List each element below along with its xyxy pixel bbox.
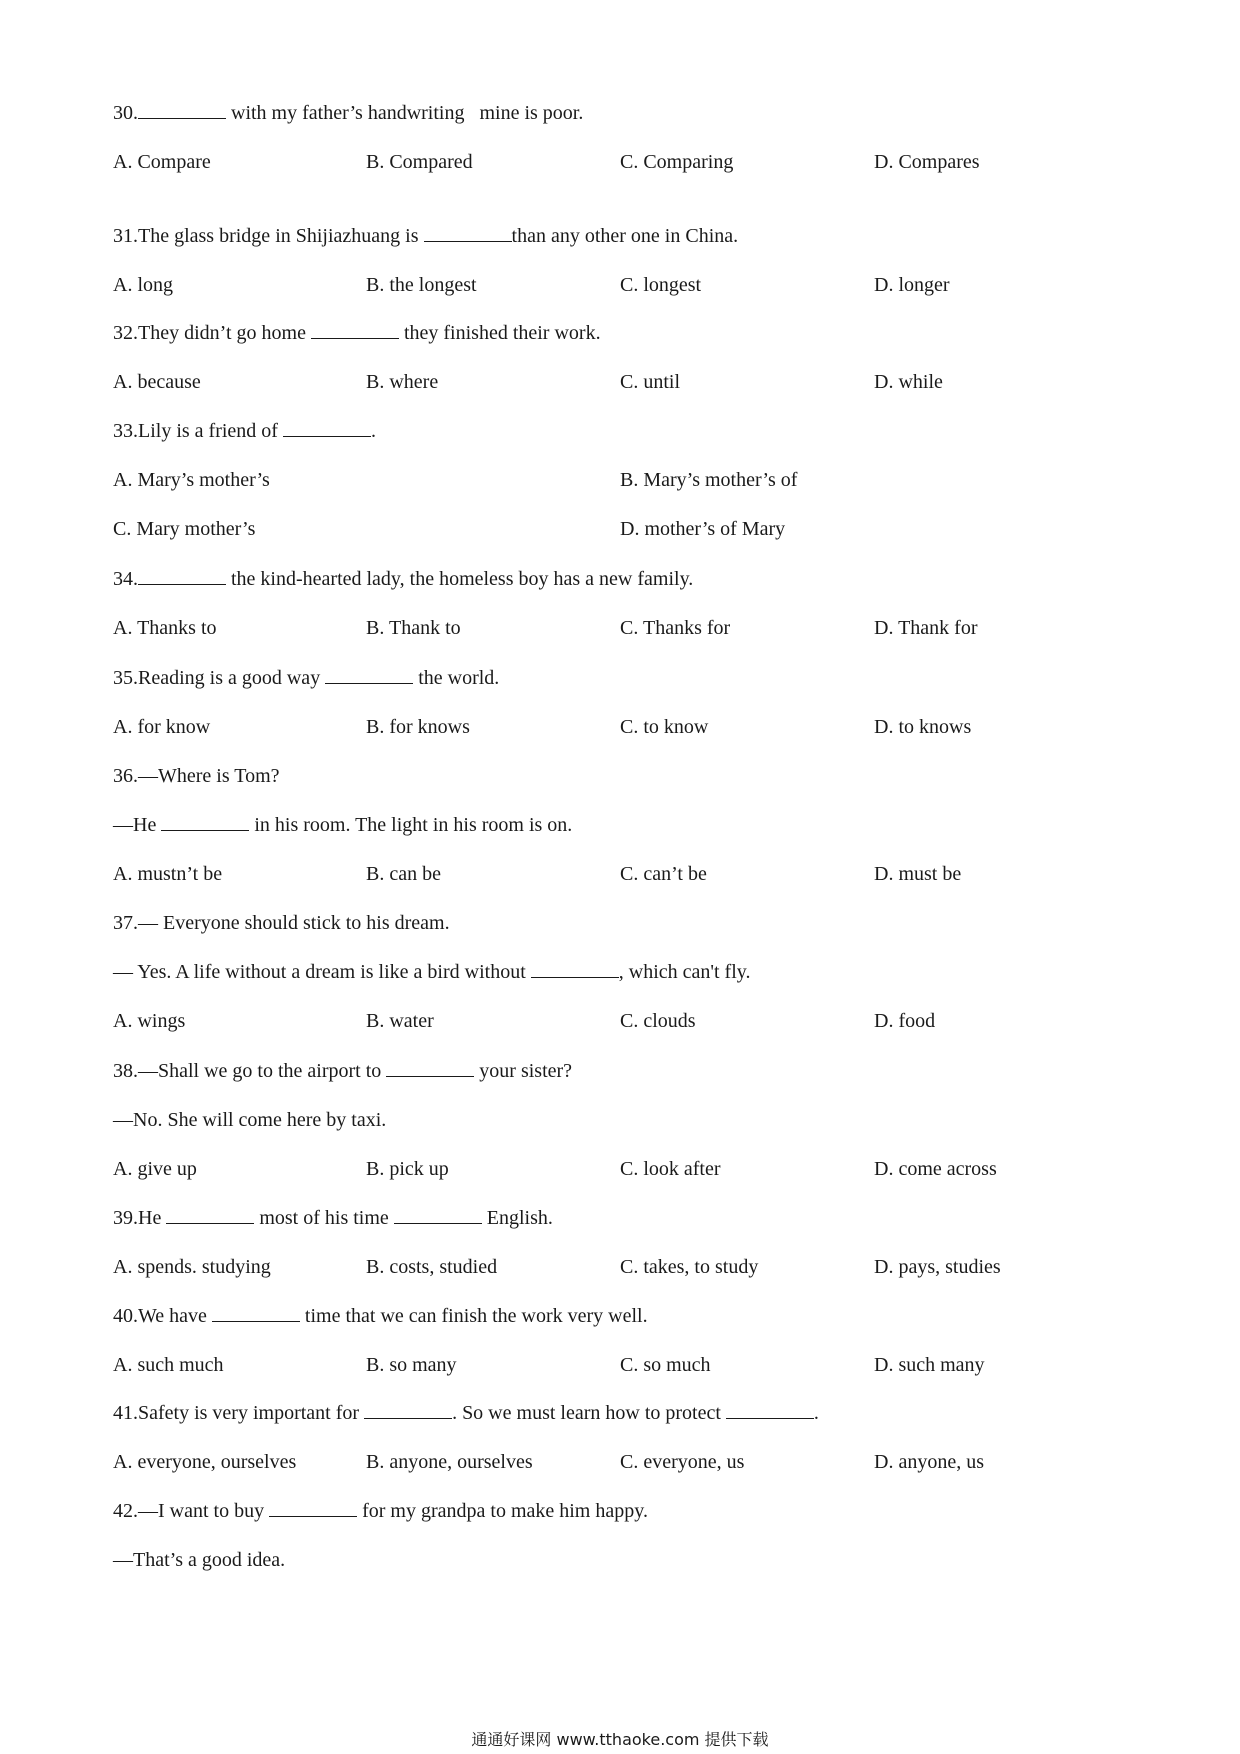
answer-option: B. Thank to [366,617,461,639]
stem-text: English. [481,1207,553,1229]
stem-text: your sister? [474,1060,573,1082]
answer-option: C. to know [620,716,709,738]
stem-text: Safety is very important for [138,1402,365,1424]
answer-option: D. anyone, us [874,1451,984,1473]
stem-text: —No. She will come here by taxi. [113,1109,387,1131]
answer-option: D. Thank for [874,617,978,639]
answer-blank [161,812,249,831]
answer-option: C. Mary mother’s [113,518,256,540]
answer-option: C. until [620,371,681,393]
answer-option: A. long [113,274,173,296]
question-number: 34. [113,568,138,590]
answer-blank [394,1205,482,1224]
question-stem [113,566,693,592]
question-number: 36. [113,765,138,787]
stem-text: —He [113,814,162,836]
stem-text: . [813,1402,819,1424]
answer-blank [138,100,226,119]
question-stem [113,959,750,985]
answer-option: D. Compares [874,151,980,173]
answer-option: C. everyone, us [620,1451,745,1473]
answer-option: B. the longest [366,274,477,296]
question-number: 37. [113,912,138,934]
question-number: 39. [113,1207,138,1229]
question-stem [113,418,376,444]
page-footer: 通通好课网 www.tthaoke.com 提供下载 [471,1730,769,1749]
answer-option: B. pick up [366,1158,449,1180]
question-stem [113,223,738,249]
question-number: 32. [113,322,138,344]
question-number: 41. [113,1402,138,1424]
answer-option: C. can’t be [620,863,707,885]
answer-option: C. takes, to study [620,1256,759,1278]
answer-option: D. mother’s of Mary [620,518,786,540]
answer-option: A. such much [113,1354,224,1376]
answer-blank [325,665,413,684]
stem-text: the kind-hearted lady, the homeless boy has a new family. [226,568,694,590]
answer-option: D. food [874,1010,936,1032]
answer-blank [726,1400,814,1419]
answer-option: C. Comparing [620,151,734,173]
answer-blank [166,1205,254,1224]
answer-option: B. costs, studied [366,1256,498,1278]
answer-option: D. longer [874,274,950,296]
stem-text: — Everyone should stick to his dream. [138,912,450,934]
stem-text: — Yes. A life without a dream is like a bird without [113,961,531,983]
question-number: 33. [113,420,138,442]
answer-option: A. Mary’s mother’s [113,469,270,491]
question-number: 35. [113,667,138,689]
question-stem [113,1107,386,1133]
answer-option: C. so much [620,1354,711,1376]
question-number: 38. [113,1060,138,1082]
answer-blank [364,1400,452,1419]
answer-blank [269,1498,357,1517]
question-number: 42. [113,1500,138,1522]
stem-text: The glass bridge in Shijiazhuang is [138,225,424,247]
stem-text: . So we must learn how to protect [452,1402,726,1424]
question-stem [113,1058,572,1084]
stem-text: He [138,1207,167,1229]
answer-option: D. must be [874,863,962,885]
answer-blank [283,418,371,437]
question-stem [113,100,583,126]
answer-option: A. give up [113,1158,197,1180]
question-stem [113,910,450,936]
answer-option: A. Thanks to [113,617,217,639]
answer-option: B. Mary’s mother’s of [620,469,798,491]
answer-option: D. to knows [874,716,972,738]
answer-option: B. can be [366,863,441,885]
answer-blank [212,1303,300,1322]
question-stem [113,763,280,789]
answer-blank [138,566,226,585]
answer-option: A. spends. studying [113,1256,271,1278]
answer-option: A. Compare [113,151,211,173]
question-number: 31. [113,225,138,247]
answer-option: B. Compared [366,151,473,173]
answer-option: C. Thanks for [620,617,731,639]
answer-option: C. longest [620,274,702,296]
stem-text: We have [138,1305,212,1327]
answer-option: B. so many [366,1354,457,1376]
answer-option: D. pays, studies [874,1256,1001,1278]
stem-text: time that we can finish the work very well. [299,1305,648,1327]
answer-option: D. such many [874,1354,985,1376]
question-stem [113,1498,648,1524]
stem-text: than any other one in China. [511,225,739,247]
stem-text: —That’s a good idea. [113,1549,286,1571]
stem-text: for my grandpa to make him happy. [357,1500,648,1522]
stem-text: They didn’t go home [138,322,311,344]
answer-option: D. while [874,371,943,393]
answer-option: A. mustn’t be [113,863,223,885]
answer-option: A. everyone, ourselves [113,1451,297,1473]
answer-option: D. come across [874,1158,997,1180]
stem-text: most of his time [254,1207,394,1229]
stem-text: —I want to buy [138,1500,270,1522]
stem-text: they finished their work. [398,322,601,344]
stem-text: —Shall we go to the airport to [138,1060,387,1082]
question-stem [113,1400,819,1426]
stem-text: . [370,420,376,442]
question-stem [113,812,572,838]
answer-blank [311,320,399,339]
stem-text: Reading is a good way [138,667,326,689]
answer-blank [531,959,619,978]
question-number: 30. [113,102,138,124]
answer-option: B. where [366,371,439,393]
stem-text: , which can't fly. [618,961,751,983]
answer-option: B. anyone, ourselves [366,1451,533,1473]
answer-blank [424,223,512,242]
question-stem [113,1547,285,1573]
answer-option: B. for knows [366,716,470,738]
question-stem [113,1303,648,1329]
answer-option: C. clouds [620,1010,696,1032]
stem-text: with my father’s handwriting mine is poor. [226,102,584,124]
answer-option: C. look after [620,1158,721,1180]
answer-option: B. water [366,1010,434,1032]
answer-blank [386,1058,474,1077]
answer-option: A. for know [113,716,211,738]
stem-text: Lily is a friend of [138,420,283,442]
stem-text: in his room. The light in his room is on. [249,814,573,836]
question-stem [113,1205,553,1231]
answer-option: A. because [113,371,201,393]
question-stem [113,665,499,691]
stem-text: —Where is Tom? [138,765,280,787]
answer-option: A. wings [113,1010,186,1032]
question-number: 40. [113,1305,138,1327]
question-stem [113,320,601,346]
stem-text: the world. [413,667,500,689]
